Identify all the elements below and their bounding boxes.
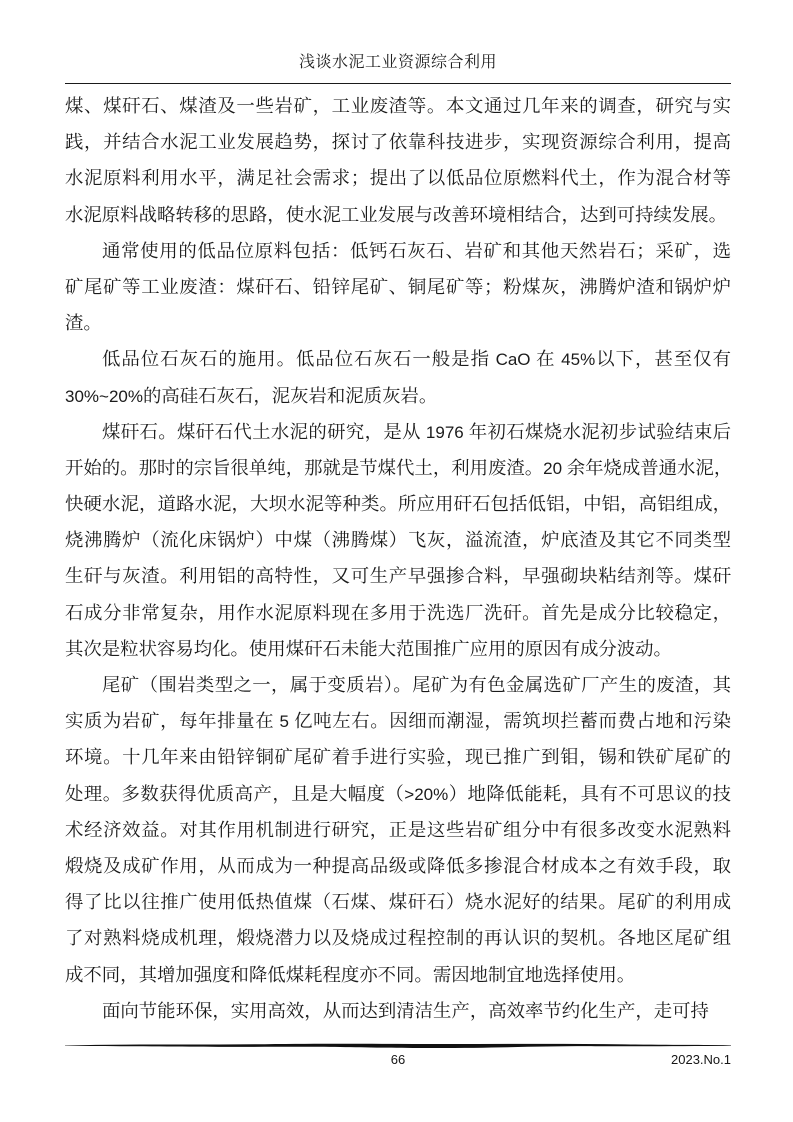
running-header-title: 浅谈水泥工业资源综合利用 — [298, 54, 497, 71]
text-line: 术经济效益。对其作用机制进行研究，正是这些岩矿组分中有很多改变水泥熟料 — [65, 819, 731, 840]
text-line: 成不同，其增加强度和降低煤耗程度亦不同。需因地制宜地选择使用。 — [65, 964, 636, 985]
text-line: 通常使用的低品位原料包括：低钙石灰石、岩矿和其他天然岩石；采矿，选 — [102, 240, 731, 261]
page-footer — [65, 1041, 731, 1070]
text-line: 快硬水泥，道路水泥，大坝水泥等种类。所应用矸石包括低铝，中铝，高铝组成， — [65, 494, 731, 515]
page-number: 66 — [390, 1052, 406, 1067]
text-line: 面向节能环保，实用高效，从而达到清洁生产，高效率节约化生产，走可持 — [102, 1000, 709, 1021]
latin-text: >20% — [404, 784, 449, 804]
text-line: 尾矿（围岩类型之一，属于变质岩）。尾矿为有色金属选矿厂产生的废渣，其 — [102, 675, 731, 695]
article-body — [65, 88, 731, 1029]
text-line: 煤、煤矸石、煤渣及一些岩矿，工业废渣等。本文通过几年来的调查，研究与实 — [65, 96, 731, 116]
issue-number: 2023.No.1 — [671, 1052, 731, 1067]
latin-text: 5 — [279, 712, 289, 732]
text-line: 烧沸腾炉（流化床锅炉）中煤（沸腾煤）飞灰，溢流渣，炉底渣及其它不同类型 — [65, 530, 731, 551]
text-line: 水泥原料利用水平，满足社会需求；提出了以低品位原燃料代土，作为混合材等 — [65, 168, 731, 189]
text-line: 环境。十几年来由铅锌铜矿尾矿着手进行实验，现已推广到钼，锡和铁矿尾矿的 — [65, 747, 731, 768]
latin-text: CaO — [495, 350, 531, 370]
text-line: 水泥原料战略转移的思路，使水泥工业发展与改善环境相结合，达到可持续发展。 — [65, 204, 728, 225]
text-line: 30%~20%的高硅石灰石，泥灰岩和泥质灰岩。 — [65, 385, 438, 406]
footer-rule — [65, 1041, 731, 1051]
text-line: 处理。多数获得优质高产，且是大幅度（>20%）地降低能耗，具有不可思议的技 — [65, 783, 731, 804]
text-line: 矿尾矿等工业废渣：煤矸石、铅锌尾矿、铜尾矿等；粉煤灰，沸腾炉渣和锅炉炉 — [65, 276, 731, 297]
latin-text: 20 — [543, 458, 563, 478]
text-line: 煤矸石。煤矸石代土水泥的研究，是从 1976 年初石煤烧水泥初步试验结束后 — [102, 421, 731, 442]
latin-text: 45% — [561, 350, 596, 370]
text-line: 实质为岩矿，每年排量在 5 亿吨左右。因细而潮湿，需筑坝拦蓄而费占地和污染 — [65, 711, 731, 732]
text-line: 渣。 — [65, 313, 102, 334]
header-rule — [65, 83, 731, 84]
text-line: 煅烧及成矿作用，从而成为一种提高品级或降低多掺混合材成本之有效手段，取 — [65, 855, 731, 876]
text-line: 得了比以往推广使用低热值煤（石煤、煤矸石）烧水泥好的结果。尾矿的利用成 — [65, 892, 731, 913]
latin-text: 1976 — [425, 422, 464, 442]
text-line: 开始的。那时的宗旨很单纯，那就是节煤代土，利用废渣。20 余年烧成普通水泥， — [65, 457, 733, 478]
text-line: 其次是粒状容易均化。使用煤矸石未能大范围推广应用的原因有成分波动。 — [65, 638, 672, 659]
text-line: 生矸与灰渣。利用铝的高特性，又可生产早强掺合料，早强砌块粘结剂等。煤矸 — [65, 566, 731, 587]
document-page — [65, 0, 731, 1122]
footer-meta — [65, 1052, 731, 1070]
text-line: 低品位石灰石的施用。低品位石灰石一般是指 CaO 在 45%以下，甚至仅有 — [102, 349, 731, 370]
text-line: 石成分非常复杂，用作水泥原料现在多用于洗选厂洗矸。首先是成分比较稳定， — [65, 602, 731, 623]
latin-text: 30%~20% — [65, 386, 143, 406]
text-line: 践，并结合水泥工业发展趋势，探讨了依靠科技进步，实现资源综合利用，提高 — [65, 132, 731, 153]
text-line: 了对熟料烧成机理，煅烧潜力以及烧成过程控制的再认识的契机。各地区尾矿组 — [65, 928, 731, 949]
